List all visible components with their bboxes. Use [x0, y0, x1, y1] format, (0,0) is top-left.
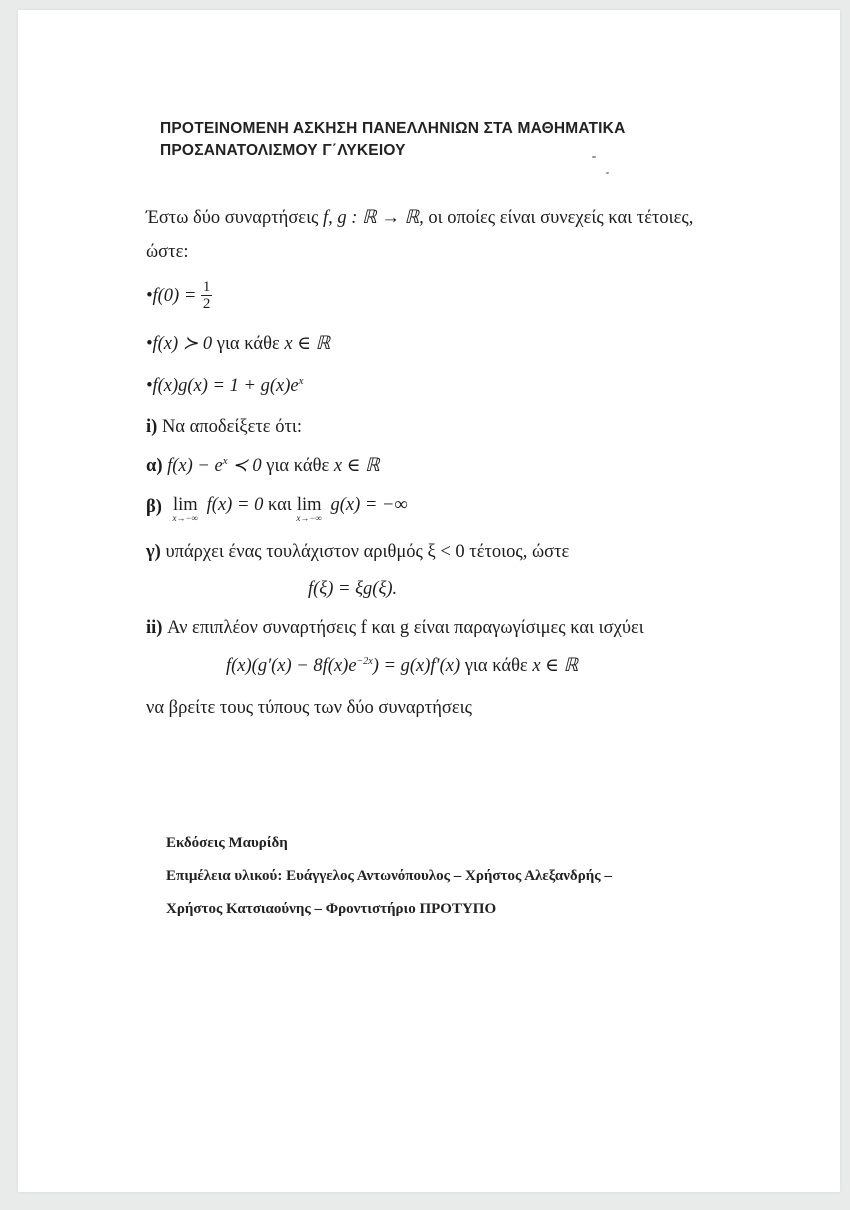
cond1-denominator: 2: [202, 296, 211, 313]
part-ii: [146, 618, 644, 639]
condition-3: [146, 375, 304, 397]
intro-text-a: Έστω δύο συναρτήσεις: [146, 208, 323, 228]
item-a-math: f(x) − e: [167, 456, 223, 477]
cond2-math: •f(x) ≻ 0: [146, 334, 213, 354]
part-ii-equation: [226, 655, 578, 677]
item-b: [146, 497, 408, 523]
part-ii-text: Αν επιπλέον συναρτήσεις f και g είναι παραγωγίσιμες και ισχύει: [162, 618, 644, 638]
part-i-heading: [146, 417, 302, 438]
item-c-label: γ): [146, 542, 161, 562]
item-c-text: υπάρχει ένας τουλάχιστον αριθμός ξ < 0 τέτοιος, ώστε: [160, 542, 570, 562]
ii-math: f(x)(g′(x) − 8f(x)e: [226, 656, 357, 676]
ii-math-2: ) = g(x)f′(x): [372, 656, 461, 676]
fraction-one-half: [201, 279, 213, 312]
intro-line-2: ώστε:: [146, 242, 189, 262]
limit-2-word: lim: [296, 495, 322, 515]
limit-1-subscript: x→−∞: [172, 513, 199, 523]
item-b-label: β): [146, 497, 162, 517]
ii-sup: −2x: [356, 655, 373, 667]
item-a-math-2: ≺ 0: [227, 456, 262, 477]
intro-text-b: , οι οποίες είναι συνεχείς και τέτοιες,: [419, 208, 694, 228]
cond1-numerator: 1: [202, 279, 211, 296]
intro-math: f, g : ℝ → ℝ: [323, 208, 420, 228]
limit-1-expr: f(x) = 0: [206, 495, 264, 515]
scan-speck: [606, 172, 609, 174]
intro-line-1: [146, 207, 693, 229]
condition-1: [146, 278, 212, 313]
editors-line-2: Χρήστος Κατσιαούνης – Φροντιστήριο ΠΡΟΤΥΠΟ: [166, 901, 497, 917]
limit-2-expr: g(x) = −∞: [330, 495, 408, 515]
cond3-math: •f(x)g(x) = 1 + g(x)e: [146, 376, 299, 397]
ii-text: για κάθε: [460, 656, 533, 676]
cond2-text: για κάθε: [212, 334, 285, 354]
publisher-line: Εκδόσεις Μαυρίδη: [166, 835, 288, 851]
ii-set: x ∈ ℝ: [532, 656, 579, 676]
limit-1-word: lim: [172, 495, 198, 515]
limit-2: [296, 497, 321, 523]
item-a-set: x ∈ ℝ: [333, 456, 380, 477]
scan-speck: [592, 156, 596, 158]
part-i-label: i): [146, 417, 158, 437]
limit-2-subscript: x→−∞: [296, 513, 322, 523]
editors-line-1: Επιμέλεια υλικού: Ευάγγελος Αντωνόπουλος – Χρήστος Αλεξανδρής –: [166, 868, 612, 884]
cond3-sup: x: [298, 375, 304, 387]
final-instruction: να βρείτε τους τύπους των δύο συναρτήσεις: [146, 698, 472, 718]
item-a-sup: x: [222, 455, 228, 467]
document-page: [18, 10, 840, 1192]
part-ii-label: ii): [146, 618, 163, 638]
limit-1: [173, 497, 198, 523]
item-c-equation: f(ξ) = ξg(ξ).: [308, 579, 398, 599]
cond2-set: x ∈ ℝ: [284, 334, 331, 354]
item-a: [146, 455, 380, 477]
item-c: [146, 542, 569, 563]
item-b-kai: και: [263, 495, 297, 515]
title-line-2: ΠΡΟΣΑΝΑΤΟΛΙΣΜΟΥ Γ΄ΛΥΚΕΙΟΥ: [160, 142, 406, 159]
condition-2: [146, 333, 330, 355]
item-a-label: α): [146, 456, 163, 477]
cond1-lhs: •f(0) =: [146, 285, 197, 306]
title-line-1: ΠΡΟΤΕΙΝΟΜΕΝΗ ΑΣΚΗΣΗ ΠΑΝΕΛΛΗΝΙΩΝ ΣΤΑ ΜΑΘΗΜΑΤΙΚΑ: [160, 120, 626, 137]
item-a-text: για κάθε: [261, 456, 334, 477]
part-i-text: Να αποδείξετε ότι:: [157, 417, 303, 437]
